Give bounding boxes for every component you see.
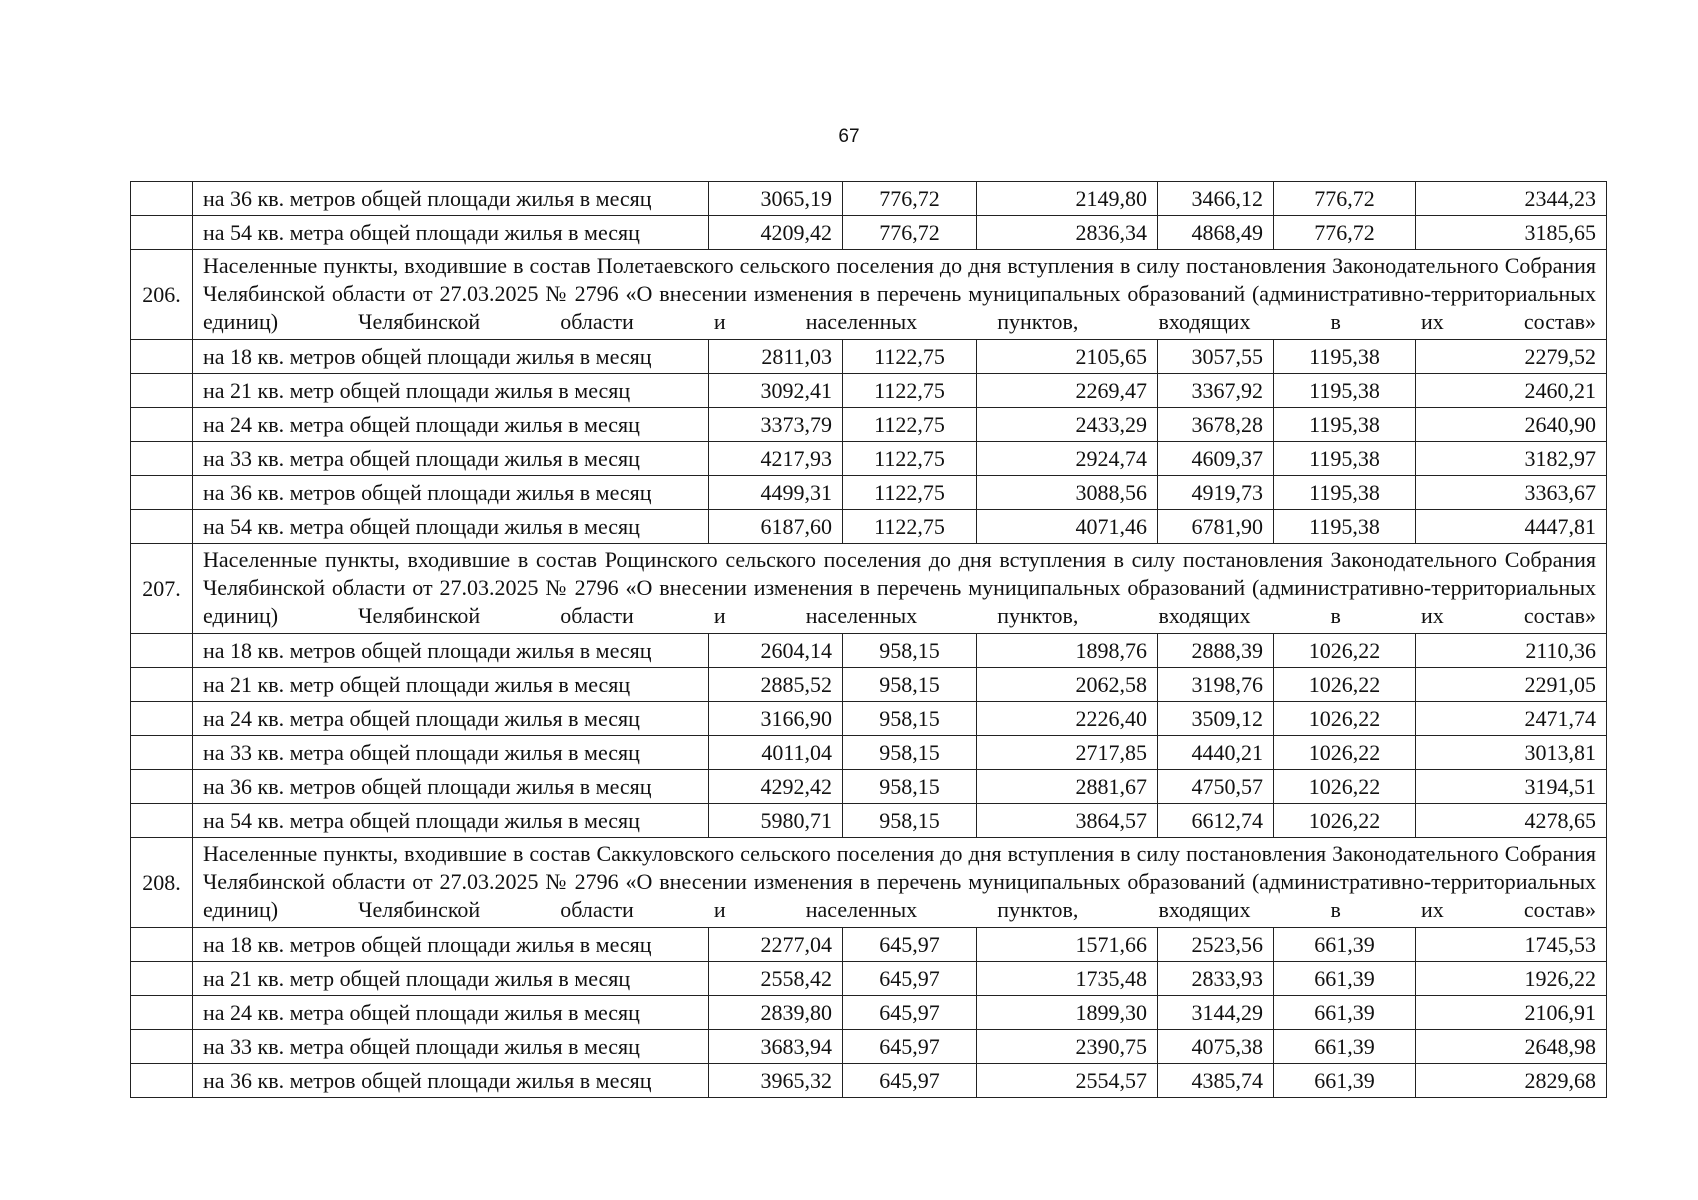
row-number-cell bbox=[131, 634, 193, 668]
value-cell: 2105,65 bbox=[977, 340, 1158, 374]
table-row bbox=[131, 668, 1607, 702]
row-number-cell bbox=[131, 1030, 193, 1064]
value-cell: 3092,41 bbox=[709, 374, 843, 408]
value-cell: 1926,22 bbox=[1416, 962, 1607, 996]
value-cell: 4499,31 bbox=[709, 476, 843, 510]
value-cell: 661,39 bbox=[1274, 1030, 1416, 1064]
value-cell: 3509,12 bbox=[1158, 702, 1274, 736]
value-cell: 2558,42 bbox=[709, 962, 843, 996]
section-title: Населенные пункты, входившие в состав Полетаевского сельского поселения до дня вступления в силу постановления Законодательного Собрания Челябинской области от 27.03.2025 № 2796 «О внесении изменения в перечень муниципальных образований (административно-территориальных единиц) Челябинской области и населенных пунктов, входящих в их состав» bbox=[193, 250, 1607, 340]
value-cell: 3144,29 bbox=[1158, 996, 1274, 1030]
row-number-cell bbox=[131, 510, 193, 544]
tariff-table bbox=[130, 181, 1607, 1098]
table-row bbox=[131, 340, 1607, 374]
row-number-cell bbox=[131, 804, 193, 838]
value-cell: 645,97 bbox=[843, 1030, 977, 1064]
value-cell: 1195,38 bbox=[1274, 340, 1416, 374]
value-cell: 1122,75 bbox=[843, 374, 977, 408]
value-cell: 3678,28 bbox=[1158, 408, 1274, 442]
value-cell: 1122,75 bbox=[843, 442, 977, 476]
table-row bbox=[131, 476, 1607, 510]
table-row bbox=[131, 510, 1607, 544]
value-cell: 4278,65 bbox=[1416, 804, 1607, 838]
value-cell: 776,72 bbox=[1274, 182, 1416, 216]
value-cell: 661,39 bbox=[1274, 1064, 1416, 1098]
value-cell: 661,39 bbox=[1274, 928, 1416, 962]
row-label: на 24 кв. метра общей площади жилья в месяц bbox=[193, 408, 709, 442]
value-cell: 2924,74 bbox=[977, 442, 1158, 476]
value-cell: 645,97 bbox=[843, 1064, 977, 1098]
value-cell: 1026,22 bbox=[1274, 770, 1416, 804]
value-cell: 2836,34 bbox=[977, 216, 1158, 250]
row-label: на 33 кв. метра общей площади жилья в месяц bbox=[193, 1030, 709, 1064]
value-cell: 1195,38 bbox=[1274, 442, 1416, 476]
value-cell: 4385,74 bbox=[1158, 1064, 1274, 1098]
value-cell: 2110,36 bbox=[1416, 634, 1607, 668]
row-number-cell bbox=[131, 442, 193, 476]
table-row bbox=[131, 442, 1607, 476]
value-cell: 1195,38 bbox=[1274, 408, 1416, 442]
row-label: на 33 кв. метра общей площади жилья в месяц bbox=[193, 736, 709, 770]
value-cell: 2279,52 bbox=[1416, 340, 1607, 374]
value-cell: 3065,19 bbox=[709, 182, 843, 216]
value-cell: 2888,39 bbox=[1158, 634, 1274, 668]
value-cell: 4217,93 bbox=[709, 442, 843, 476]
row-label: на 24 кв. метра общей площади жилья в месяц bbox=[193, 702, 709, 736]
value-cell: 2460,21 bbox=[1416, 374, 1607, 408]
value-cell: 1122,75 bbox=[843, 408, 977, 442]
value-cell: 1122,75 bbox=[843, 340, 977, 374]
value-cell: 1195,38 bbox=[1274, 374, 1416, 408]
section-number: 206. bbox=[131, 250, 193, 340]
value-cell: 645,97 bbox=[843, 996, 977, 1030]
value-cell: 776,72 bbox=[1274, 216, 1416, 250]
value-cell: 1026,22 bbox=[1274, 736, 1416, 770]
section-number: 208. bbox=[131, 838, 193, 928]
value-cell: 1122,75 bbox=[843, 476, 977, 510]
value-cell: 1735,48 bbox=[977, 962, 1158, 996]
row-number-cell bbox=[131, 928, 193, 962]
row-label: на 36 кв. метров общей площади жилья в месяц bbox=[193, 476, 709, 510]
row-number-cell bbox=[131, 340, 193, 374]
value-cell: 2433,29 bbox=[977, 408, 1158, 442]
value-cell: 776,72 bbox=[843, 216, 977, 250]
value-cell: 958,15 bbox=[843, 770, 977, 804]
value-cell: 3965,32 bbox=[709, 1064, 843, 1098]
table-row bbox=[131, 996, 1607, 1030]
value-cell: 4075,38 bbox=[1158, 1030, 1274, 1064]
value-cell: 4750,57 bbox=[1158, 770, 1274, 804]
table-row bbox=[131, 736, 1607, 770]
value-cell: 3182,97 bbox=[1416, 442, 1607, 476]
value-cell: 4011,04 bbox=[709, 736, 843, 770]
value-cell: 2344,23 bbox=[1416, 182, 1607, 216]
value-cell: 2149,80 bbox=[977, 182, 1158, 216]
value-cell: 645,97 bbox=[843, 962, 977, 996]
value-cell: 776,72 bbox=[843, 182, 977, 216]
value-cell: 958,15 bbox=[843, 702, 977, 736]
table-row bbox=[131, 374, 1607, 408]
value-cell: 1745,53 bbox=[1416, 928, 1607, 962]
section-header-row bbox=[131, 544, 1607, 634]
value-cell: 2226,40 bbox=[977, 702, 1158, 736]
value-cell: 2648,98 bbox=[1416, 1030, 1607, 1064]
row-number-cell bbox=[131, 1064, 193, 1098]
value-cell: 3363,67 bbox=[1416, 476, 1607, 510]
table-row bbox=[131, 804, 1607, 838]
row-label: на 18 кв. метров общей площади жилья в месяц bbox=[193, 634, 709, 668]
value-cell: 6187,60 bbox=[709, 510, 843, 544]
value-cell: 6612,74 bbox=[1158, 804, 1274, 838]
table-row bbox=[131, 928, 1607, 962]
value-cell: 4868,49 bbox=[1158, 216, 1274, 250]
section-header-row bbox=[131, 250, 1607, 340]
value-cell: 2062,58 bbox=[977, 668, 1158, 702]
value-cell: 4209,42 bbox=[709, 216, 843, 250]
value-cell: 2390,75 bbox=[977, 1030, 1158, 1064]
row-number-cell bbox=[131, 770, 193, 804]
value-cell: 3057,55 bbox=[1158, 340, 1274, 374]
value-cell: 2640,90 bbox=[1416, 408, 1607, 442]
row-number-cell bbox=[131, 374, 193, 408]
value-cell: 3367,92 bbox=[1158, 374, 1274, 408]
value-cell: 4292,42 bbox=[709, 770, 843, 804]
row-label: на 36 кв. метров общей площади жилья в месяц bbox=[193, 1064, 709, 1098]
row-number-cell bbox=[131, 408, 193, 442]
row-number-cell bbox=[131, 668, 193, 702]
value-cell: 3864,57 bbox=[977, 804, 1158, 838]
table-row bbox=[131, 634, 1607, 668]
table-row bbox=[131, 182, 1607, 216]
row-number-cell bbox=[131, 702, 193, 736]
section-title: Населенные пункты, входившие в состав Рощинского сельского поселения до дня вступления в силу постановления Законодательного Собрания Челябинской области от 27.03.2025 № 2796 «О внесении изменения в перечень муниципальных образований (административно-территориальных единиц) Челябинской области и населенных пунктов, входящих в их состав» bbox=[193, 544, 1607, 634]
table-body bbox=[131, 182, 1607, 1098]
value-cell: 958,15 bbox=[843, 736, 977, 770]
page-number: 67 bbox=[838, 126, 860, 147]
value-cell: 661,39 bbox=[1274, 996, 1416, 1030]
value-cell: 1122,75 bbox=[843, 510, 977, 544]
value-cell: 2833,93 bbox=[1158, 962, 1274, 996]
table-row bbox=[131, 408, 1607, 442]
value-cell: 2885,52 bbox=[709, 668, 843, 702]
value-cell: 4609,37 bbox=[1158, 442, 1274, 476]
value-cell: 2811,03 bbox=[709, 340, 843, 374]
table-row bbox=[131, 962, 1607, 996]
row-label: на 21 кв. метр общей площади жилья в месяц bbox=[193, 374, 709, 408]
table-row bbox=[131, 216, 1607, 250]
value-cell: 2277,04 bbox=[709, 928, 843, 962]
value-cell: 1899,30 bbox=[977, 996, 1158, 1030]
row-label: на 36 кв. метров общей площади жилья в месяц bbox=[193, 182, 709, 216]
row-number-cell bbox=[131, 216, 193, 250]
value-cell: 645,97 bbox=[843, 928, 977, 962]
table-row bbox=[131, 770, 1607, 804]
value-cell: 958,15 bbox=[843, 804, 977, 838]
value-cell: 1195,38 bbox=[1274, 476, 1416, 510]
value-cell: 4919,73 bbox=[1158, 476, 1274, 510]
value-cell: 5980,71 bbox=[709, 804, 843, 838]
value-cell: 958,15 bbox=[843, 634, 977, 668]
row-number-cell bbox=[131, 736, 193, 770]
value-cell: 2471,74 bbox=[1416, 702, 1607, 736]
value-cell: 3194,51 bbox=[1416, 770, 1607, 804]
row-label: на 54 кв. метра общей площади жилья в месяц bbox=[193, 804, 709, 838]
value-cell: 2839,80 bbox=[709, 996, 843, 1030]
value-cell: 6781,90 bbox=[1158, 510, 1274, 544]
value-cell: 4440,21 bbox=[1158, 736, 1274, 770]
value-cell: 2604,14 bbox=[709, 634, 843, 668]
row-number-cell bbox=[131, 182, 193, 216]
row-label: на 54 кв. метра общей площади жилья в месяц bbox=[193, 510, 709, 544]
row-label: на 21 кв. метр общей площади жилья в месяц bbox=[193, 668, 709, 702]
value-cell: 1026,22 bbox=[1274, 804, 1416, 838]
value-cell: 3088,56 bbox=[977, 476, 1158, 510]
row-number-cell bbox=[131, 476, 193, 510]
value-cell: 4071,46 bbox=[977, 510, 1158, 544]
value-cell: 2269,47 bbox=[977, 374, 1158, 408]
value-cell: 2291,05 bbox=[1416, 668, 1607, 702]
value-cell: 2881,67 bbox=[977, 770, 1158, 804]
value-cell: 1195,38 bbox=[1274, 510, 1416, 544]
value-cell: 2106,91 bbox=[1416, 996, 1607, 1030]
value-cell: 1571,66 bbox=[977, 928, 1158, 962]
row-label: на 36 кв. метров общей площади жилья в месяц bbox=[193, 770, 709, 804]
value-cell: 2523,56 bbox=[1158, 928, 1274, 962]
row-label: на 24 кв. метра общей площади жилья в месяц bbox=[193, 996, 709, 1030]
value-cell: 2717,85 bbox=[977, 736, 1158, 770]
value-cell: 3466,12 bbox=[1158, 182, 1274, 216]
value-cell: 1026,22 bbox=[1274, 668, 1416, 702]
section-number: 207. bbox=[131, 544, 193, 634]
value-cell: 2554,57 bbox=[977, 1064, 1158, 1098]
value-cell: 2829,68 bbox=[1416, 1064, 1607, 1098]
table-row bbox=[131, 1064, 1607, 1098]
table-row bbox=[131, 1030, 1607, 1064]
value-cell: 3185,65 bbox=[1416, 216, 1607, 250]
row-label: на 21 кв. метр общей площади жилья в месяц bbox=[193, 962, 709, 996]
section-title: Населенные пункты, входившие в состав Саккуловского сельского поселения до дня вступления в силу постановления Законодательного Собрания Челябинской области от 27.03.2025 № 2796 «О внесении изменения в перечень муниципальных образований (административно-территориальных единиц) Челябинской области и населенных пунктов, входящих в их состав» bbox=[193, 838, 1607, 928]
value-cell: 1026,22 bbox=[1274, 702, 1416, 736]
row-label: на 33 кв. метра общей площади жилья в месяц bbox=[193, 442, 709, 476]
value-cell: 1898,76 bbox=[977, 634, 1158, 668]
value-cell: 3683,94 bbox=[709, 1030, 843, 1064]
value-cell: 958,15 bbox=[843, 668, 977, 702]
value-cell: 3166,90 bbox=[709, 702, 843, 736]
row-label: на 18 кв. метров общей площади жилья в месяц bbox=[193, 928, 709, 962]
value-cell: 3013,81 bbox=[1416, 736, 1607, 770]
section-header-row bbox=[131, 838, 1607, 928]
row-number-cell bbox=[131, 996, 193, 1030]
value-cell: 3373,79 bbox=[709, 408, 843, 442]
table-row bbox=[131, 702, 1607, 736]
value-cell: 4447,81 bbox=[1416, 510, 1607, 544]
value-cell: 1026,22 bbox=[1274, 634, 1416, 668]
row-label: на 54 кв. метра общей площади жилья в месяц bbox=[193, 216, 709, 250]
row-number-cell bbox=[131, 962, 193, 996]
row-label: на 18 кв. метров общей площади жилья в месяц bbox=[193, 340, 709, 374]
value-cell: 661,39 bbox=[1274, 962, 1416, 996]
value-cell: 3198,76 bbox=[1158, 668, 1274, 702]
